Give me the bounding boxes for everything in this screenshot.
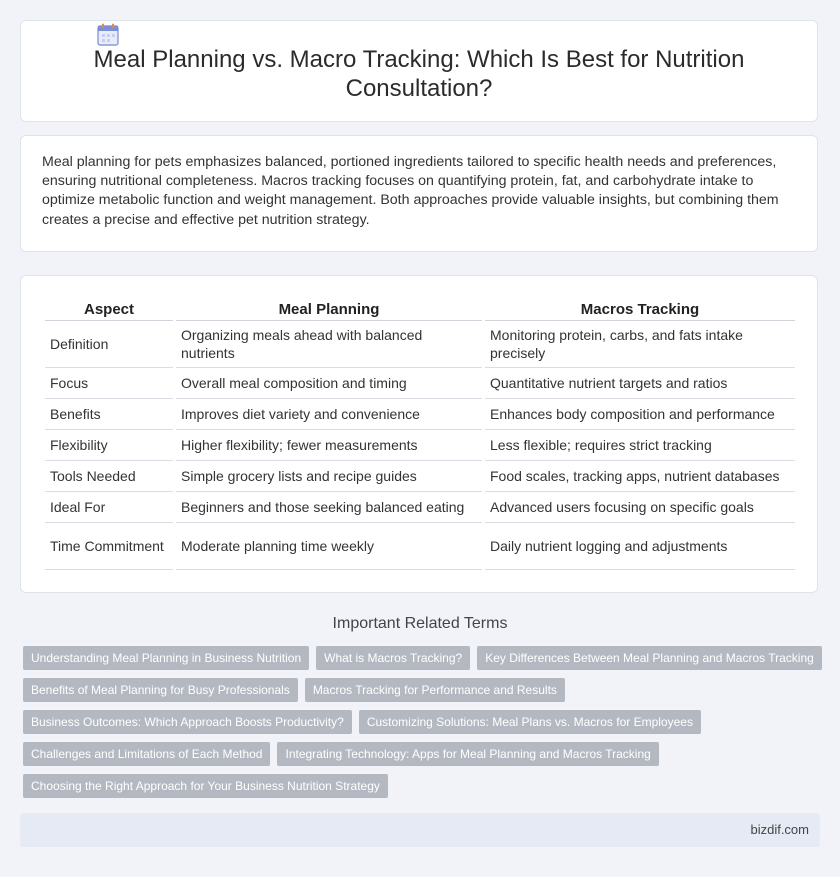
table-row bbox=[45, 399, 795, 430]
column-header-aspect: Aspect bbox=[45, 296, 173, 321]
comparison-card bbox=[20, 275, 818, 593]
column-header-meal-planning: Meal Planning bbox=[176, 296, 482, 321]
related-term-link[interactable]: Understanding Meal Planning in Business Nutrition bbox=[23, 646, 309, 670]
table-cell: Focus bbox=[45, 368, 173, 399]
related-term-link[interactable]: Integrating Technology: Apps for Meal Planning and Macros Tracking bbox=[277, 742, 658, 766]
related-term-link[interactable]: What is Macros Tracking? bbox=[316, 646, 470, 670]
column-header-macros-tracking: Macros Tracking bbox=[485, 296, 795, 321]
footer bbox=[20, 813, 820, 847]
related-term-link[interactable]: Customizing Solutions: Meal Plans vs. Macros for Employees bbox=[359, 710, 701, 734]
table-cell: Definition bbox=[45, 321, 173, 368]
related-term-link[interactable]: Challenges and Limitations of Each Method bbox=[23, 742, 270, 766]
table-cell: Improves diet variety and convenience bbox=[176, 399, 482, 430]
table-row bbox=[45, 492, 795, 523]
table-cell: Overall meal composition and timing bbox=[176, 368, 482, 399]
table-cell: Food scales, tracking apps, nutrient databases bbox=[485, 461, 795, 492]
table-cell: Advanced users focusing on specific goals bbox=[485, 492, 795, 523]
table-cell: Higher flexibility; fewer measurements bbox=[176, 430, 482, 461]
related-term-link[interactable]: Business Outcomes: Which Approach Boosts Productivity? bbox=[23, 710, 352, 734]
table-cell: Beginners and those seeking balanced eating bbox=[176, 492, 482, 523]
comparison-table bbox=[42, 296, 798, 570]
table-cell: Time Commitment bbox=[45, 523, 173, 570]
related-term-link[interactable]: Macros Tracking for Performance and Results bbox=[305, 678, 565, 702]
related-term-link[interactable]: Key Differences Between Meal Planning and Macros Tracking bbox=[477, 646, 822, 670]
calendar-icon bbox=[97, 23, 119, 47]
page-title: Meal Planning vs. Macro Tracking: Which Is Best for Nutrition Consultation? bbox=[93, 46, 745, 102]
table-row bbox=[45, 523, 795, 570]
table-row bbox=[45, 368, 795, 399]
table-cell: Simple grocery lists and recipe guides bbox=[176, 461, 482, 492]
footer-site-name: bizdif.com bbox=[750, 822, 809, 837]
table-cell: Quantitative nutrient targets and ratios bbox=[485, 368, 795, 399]
table-cell: Less flexible; requires strict tracking bbox=[485, 430, 795, 461]
related-terms-list bbox=[23, 646, 823, 806]
table-cell: Organizing meals ahead with balanced nutrients bbox=[176, 321, 482, 368]
table-cell: Enhances body composition and performance bbox=[485, 399, 795, 430]
table-cell: Moderate planning time weekly bbox=[176, 523, 482, 570]
table-row bbox=[45, 430, 795, 461]
table-cell: Daily nutrient logging and adjustments bbox=[485, 523, 795, 570]
table-cell: Tools Needed bbox=[45, 461, 173, 492]
table-cell: Benefits bbox=[45, 399, 173, 430]
related-terms-heading: Important Related Terms bbox=[332, 615, 508, 632]
table-row bbox=[45, 321, 795, 368]
intro-paragraph: Meal planning for pets emphasizes balanced, portioned ingredients tailored to specific health needs and preferences, ensuring nutritional completeness. Macros tracking focuses on quantifying protein, fat, and carbohydrate intake to optimize metabolic function and weight management. Both approaches provide valuable insights, but combining them creates a precise and effective pet nutrition strategy. bbox=[42, 154, 779, 228]
table-cell: Monitoring protein, carbs, and fats intake precisely bbox=[485, 321, 795, 368]
intro-card bbox=[20, 135, 818, 252]
table-cell: Flexibility bbox=[45, 430, 173, 461]
table-cell: Ideal For bbox=[45, 492, 173, 523]
related-term-link[interactable]: Choosing the Right Approach for Your Business Nutrition Strategy bbox=[23, 774, 388, 798]
title-card bbox=[20, 20, 818, 122]
related-term-link[interactable]: Benefits of Meal Planning for Busy Professionals bbox=[23, 678, 298, 702]
table-row bbox=[45, 461, 795, 492]
